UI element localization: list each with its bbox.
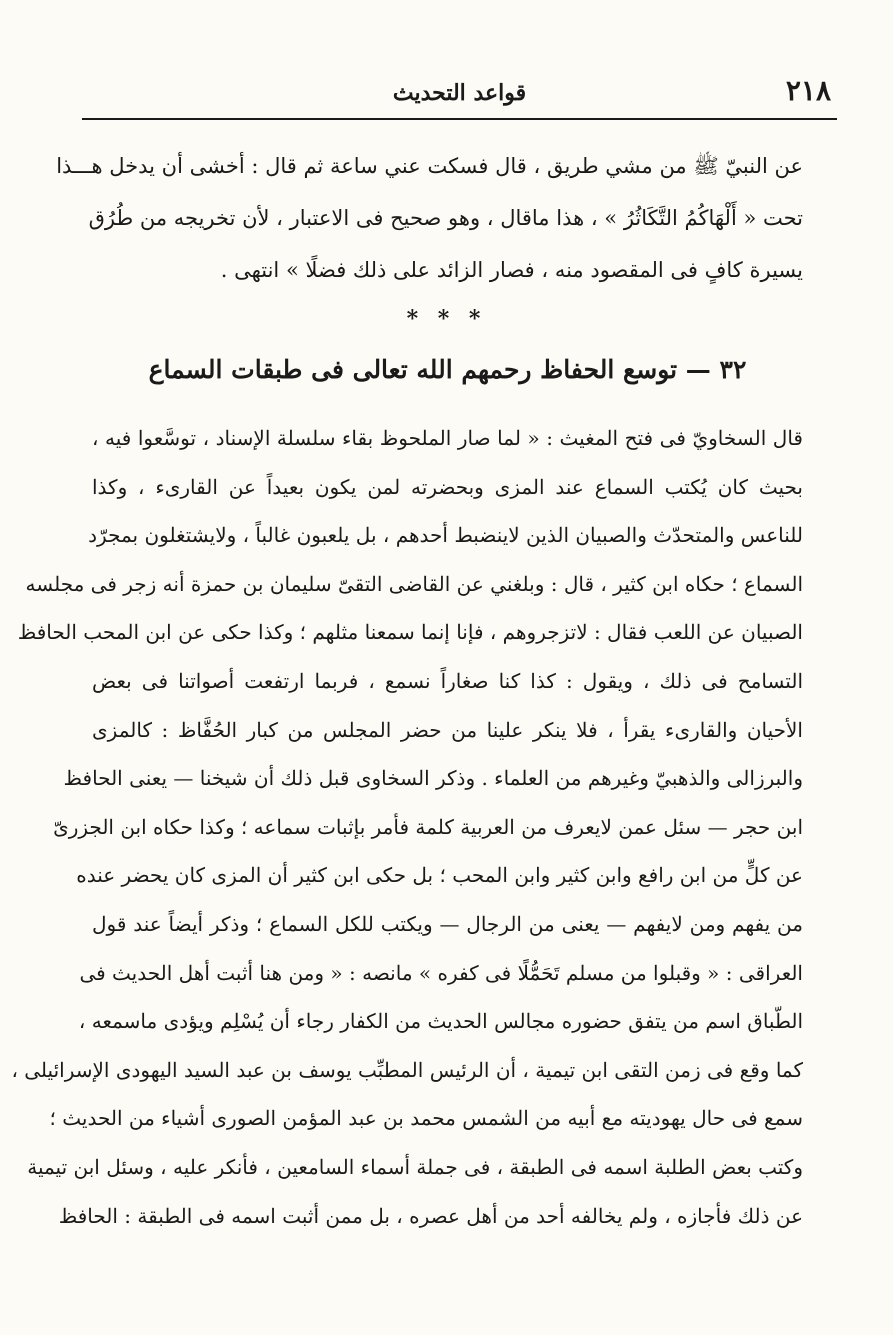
header-rule	[82, 118, 837, 120]
text-line: العراقى : « وقبلوا من مسلم تَحَمُّلًا فى كفره » مانصه : « ومن هنا أثبت أهل الحديث فى	[79, 960, 803, 985]
text-line: ابن حجر — سئل عمن لايعرف من العربية كلمة فأمر بإثبات سماعه ؛ وكذا حكاه ابن الجزرىّ	[53, 814, 803, 839]
text-line: سمع فى حال يهوديته مع أبيه من الشمس محمد بن عبد المؤمن الصورى أشياء من الحديث ؛	[49, 1106, 803, 1131]
text-line: عن ذلك فأجازه ، ولم يخالفه أحد من أهل عصره ، بل ممن أثبت اسمه فى الطبقة : الحافظ	[58, 1203, 803, 1228]
page-number: ٢١٨	[785, 74, 831, 107]
page-header	[82, 70, 837, 118]
text-line: قال السخاويّ فى فتح المغيث : « لما صار الملحوظ بقاء سلسلة الإسناد ، توسَّعوا فيه ،	[92, 426, 803, 450]
text-line: السماع ؛ حكاه ابن كثير ، قال : وبلغني عن القاضى التقىّ سليمان بن حمزة أنه زجر فى مجلسه	[25, 571, 803, 596]
text-line: كما وقع فى زمن التقى ابن تيمية ، أن الرئيس المطبِّب يوسف بن عبد السيد اليهودى الإسرائيلى ،	[11, 1057, 803, 1082]
section-heading: ٣٢ — توسع الحفاظ رحمهم الله تعالى فى طبقات السماع	[148, 355, 747, 384]
main-paragraph	[11, 414, 803, 1240]
text-line: الأحيان والقارىء يقرأ ، فلا ينكر علينا من حضر المجلس من كبار الحُفَّاظ : كالمزى	[92, 717, 803, 742]
text-line: بحيث كان يُكتب السماع عند المزى وبحضرته لمن يكون بعيداً عن القارىء ، وكذا	[92, 474, 803, 499]
text-line: وكتب بعض الطلبة اسمه فى الطبقة ، فى جملة أسماء السامعين ، فأنكر عليه ، وسئل ابن تيمية	[27, 1154, 803, 1179]
text-line: الصبيان عن اللعب فقال : لاتزجروهم ، فإنا إنما سمعنا مثلهم ؛ وكذا حكى عن ابن المحب الحافظ	[17, 620, 803, 645]
text-line: الطّباق اسم من يتفق حضوره مجالس الحديث من الكفار رجاء أن يُسْلِم ويؤدى ماسمعه ،	[78, 1009, 803, 1034]
running-title: قواعد التحديث	[392, 80, 527, 106]
text-line: تحت « أَلْهَاكُمُ التَّكَاثُرُ » ، هذا ماقال ، وهو صحيح فى الاعتبار ، لأن تخريجه من طُرُق	[88, 206, 803, 230]
text-line: يسيرة كافٍ فى المقصود منه ، فصار الزائد على ذلك فضلًا » انتهى .	[220, 258, 803, 282]
text-line: التسامح فى ذلك ، ويقول : كذا كنا صغاراً نسمع ، فربما ارتفعت أصواتنا فى بعض	[92, 668, 803, 693]
text-line: عن النبيّ ﷺ من مشي طريق ، قال فسكت عني ساعة ثم قال : أخشى أن يدخل هـــذا	[56, 154, 803, 178]
intro-paragraph	[56, 140, 803, 296]
section-separator: * * *	[406, 306, 487, 332]
text-line: والبرزالى والذهبيّ وغيرهم من العلماء . وذكر السخاوى قبل ذلك أن شيخنا — يعنى الحافظ	[63, 766, 803, 791]
text-line: من يفهم ومن لايفهم — يعنى من الرجال — ويكتب للكل السماع ؛ وذكر أيضاً عند قول	[92, 911, 803, 936]
text-line: عن كلٍّ من ابن رافع وابن كثير وابن المحب ؛ بل حكى ابن كثير أن المزى كان يحضر عنده	[76, 863, 803, 888]
text-line: للناعس والمتحدّث والصبيان الذين لاينضبط أحدهم ، بل يلعبون غالباً ، ولايشتغلون بمجرّد	[88, 523, 803, 548]
